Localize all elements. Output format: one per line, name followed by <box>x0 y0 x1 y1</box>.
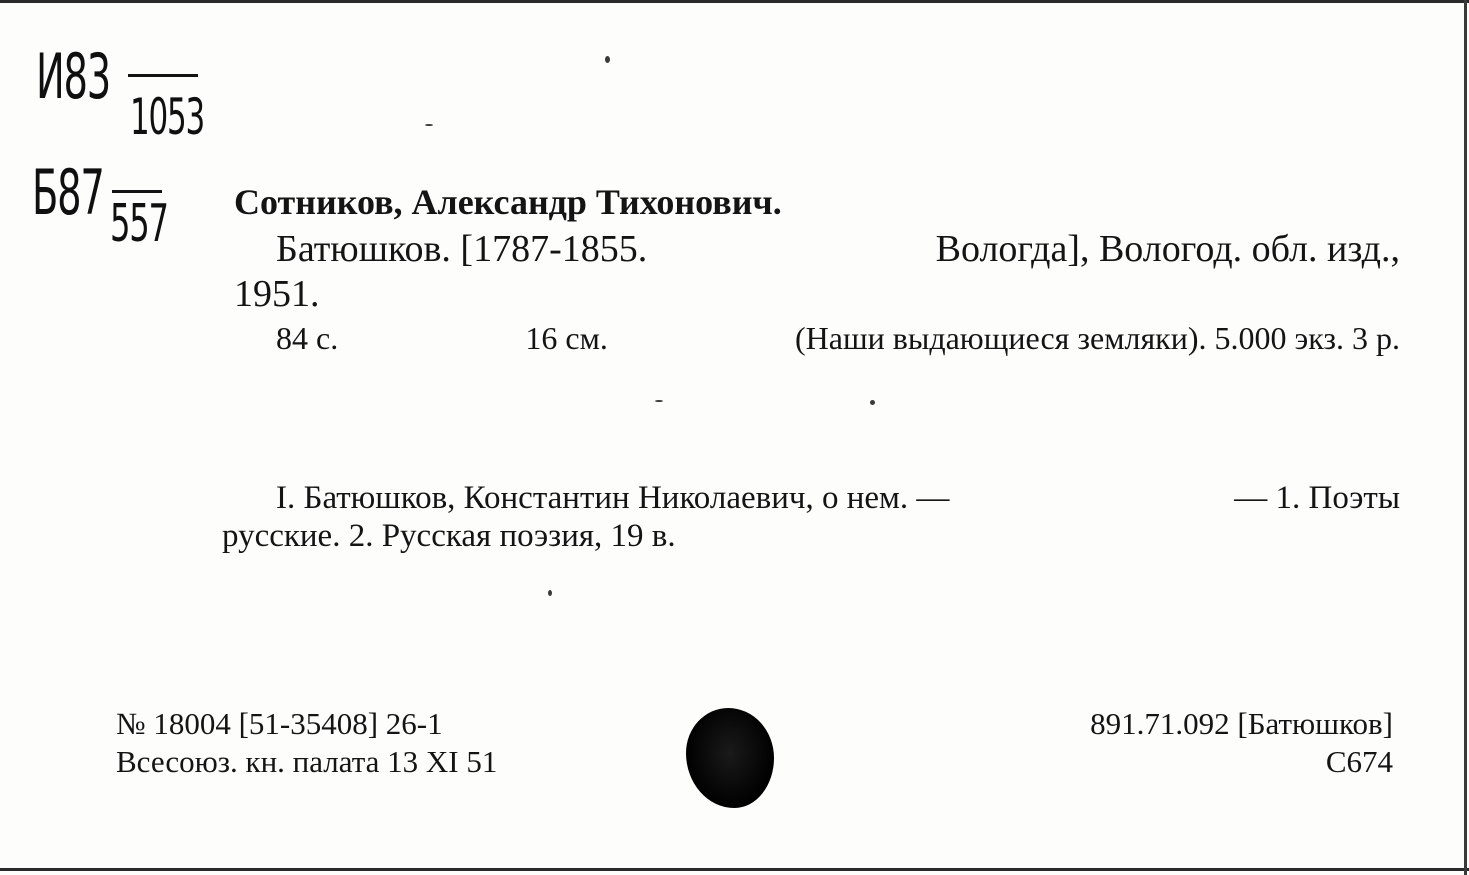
scan-speck <box>425 124 433 126</box>
shelf-mark-2-sub: 557 <box>110 194 168 254</box>
card-top-edge <box>0 0 1469 3</box>
author-heading: Сотников, Александр Тихонович. <box>234 182 782 222</box>
card-bottom-edge <box>0 868 1469 871</box>
punch-hole <box>686 708 774 808</box>
series-note: (Наши выдающиеся земляки). 5.000 экз. 3 р. <box>794 320 1400 356</box>
scan-speck <box>605 56 610 63</box>
subject-headings-cont: русские. 2. Русская поэзия, 19 в. <box>222 518 676 554</box>
scan-speck <box>870 400 875 405</box>
scan-speck <box>548 590 552 596</box>
subject-topic: — 1. Поэты <box>1234 480 1400 516</box>
physical-description <box>276 322 1400 354</box>
publication-year: 1951. <box>234 273 320 315</box>
book-size: 16 см. <box>525 320 608 356</box>
imprint-text: Вологда], Вологод. обл. изд., <box>935 228 1400 270</box>
shelf-mark-1-divider <box>128 74 198 77</box>
title-line <box>276 230 1400 268</box>
title-text: Батюшков. [1787-1855. <box>276 228 648 270</box>
subject-headings <box>276 482 1400 515</box>
author-code: С674 <box>1325 744 1393 779</box>
page-count: 84 с. <box>276 320 339 356</box>
shelf-mark-1: И83 <box>36 40 110 113</box>
shelf-mark-2-divider <box>112 190 162 193</box>
book-chamber-note: Всесоюз. кн. палата 13 XI 51 <box>116 744 498 779</box>
shelf-mark-2: Б87 <box>32 156 104 229</box>
card-right-edge <box>1464 0 1467 875</box>
scan-speck <box>655 400 663 402</box>
shelf-mark-1-sub: 1053 <box>130 88 204 146</box>
subject-person: I. Батюшков, Константин Николаевич, о нем. — <box>276 480 950 516</box>
classification-number: 891.71.092 [Батюшков] <box>1090 706 1393 741</box>
record-number: № 18004 [51-35408] 26-1 <box>116 706 443 741</box>
